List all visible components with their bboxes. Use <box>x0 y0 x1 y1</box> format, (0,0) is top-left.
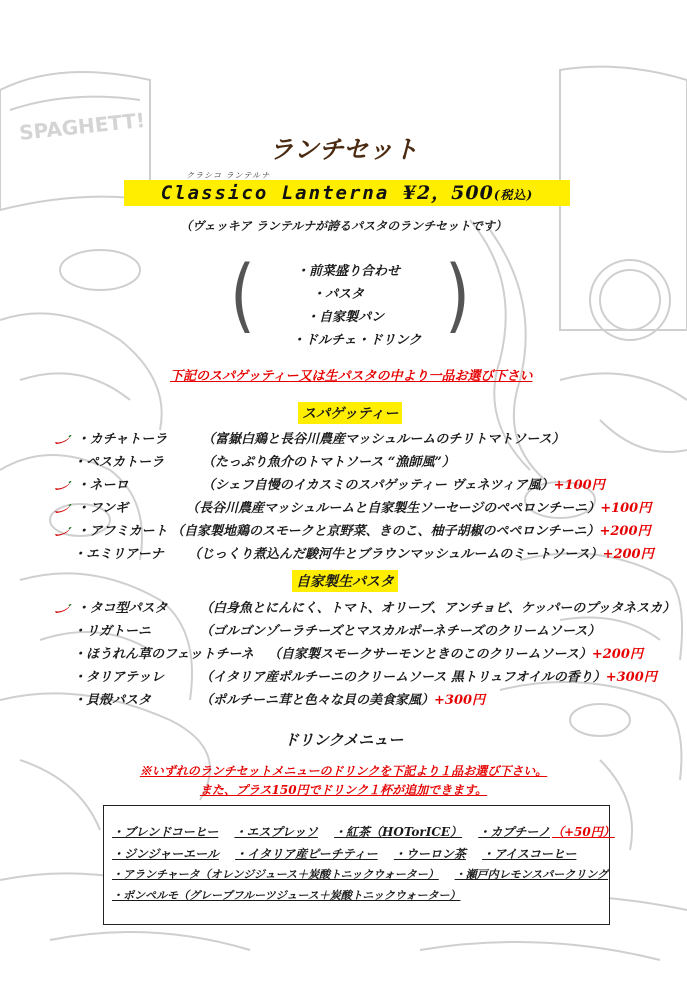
spaghetti-row <box>54 474 129 493</box>
subtitle: （ヴェッキア ランテルナが誇るパスタのランチセットです） <box>180 219 507 233</box>
drink-item: ・ジンジャーエール <box>112 847 219 861</box>
set-price: ¥2，500 <box>402 182 494 204</box>
background-spaghetti-lettering: SPAGHETT! <box>18 107 147 145</box>
highlight-ruby: クラシコ ランテルナ <box>186 171 271 180</box>
spaghetti-item-name: ・カチャトーラ <box>76 432 168 447</box>
fresh-pasta-item-desc: （ポルチーニ茸と色々な貝の美食家風） <box>200 693 435 708</box>
drink-item: ・カプチーノ <box>478 825 550 839</box>
spaghetti-row <box>54 497 128 516</box>
fresh-pasta-item-desc: （イタリア産ポルチーニのクリームソース 黒トリュフオイルの香り） <box>200 670 606 685</box>
fresh-pasta-row <box>54 597 168 616</box>
choose-note: 下記のスパゲッティー又は生パスタの中より一品お選び下さい <box>170 369 533 384</box>
spaghetti-item-name: ・フンギ <box>76 501 129 516</box>
drink-note-2: また、プラス150円でドリンク１杯が追加できます。 <box>199 783 488 797</box>
spaghetti-item-desc: （たっぷり魚介のトマトソース “漁師風”） <box>202 455 455 470</box>
drink-item: ・アイスコーヒー <box>482 847 577 861</box>
fresh-pasta-item-name: ・リガトーニ <box>73 624 151 639</box>
spaghetti-item-name: ・ネーロ <box>76 478 129 493</box>
spaghetti-heading: スパゲッティー <box>298 402 402 424</box>
spaghetti-item-name: ・エミリアーナ <box>73 547 164 562</box>
fresh-pasta-desc-line <box>268 643 643 662</box>
spaghetti-desc-line <box>188 543 654 562</box>
course-item-pasta: ・パスタ <box>312 287 365 302</box>
drink-row-4 <box>112 887 472 903</box>
spaghetti-item-name: ・ペスカトーラ <box>73 455 165 470</box>
spaghetti-item-desc: （富嶽白鶏と長谷川農産マッシュルームのチリトマトソース） <box>202 432 565 447</box>
page-title: ランチセット <box>268 135 419 164</box>
drink-item: ・紅茶（HOTorICE） <box>334 825 463 839</box>
fresh-pasta-item-desc: （ゴルゴンゾーラチーズとマスカルポーネチーズのクリームソース） <box>200 624 601 639</box>
fresh-pasta-item-price: +300円 <box>434 693 486 708</box>
spaghetti-item-price: +200円 <box>599 524 651 539</box>
chili-icon <box>54 481 72 491</box>
fresh-pasta-item-name: ・ほうれん草のフェットチーネ <box>73 647 254 662</box>
chili-icon <box>54 435 72 445</box>
spaghetti-item-name: ・アフミカート <box>76 524 168 539</box>
spaghetti-item-desc: （シェフ自慢のイカスミのスパゲッティー ヴェネツィア風） <box>202 478 554 493</box>
drink-item: ・エスプレッソ <box>234 825 318 839</box>
chili-icon <box>54 527 72 537</box>
drink-item-price: （+50円） <box>551 825 615 839</box>
set-name: Classico Lanterna <box>160 182 390 204</box>
course-item-appetizer: ・前菜盛り合わせ <box>296 264 401 279</box>
drink-row-2 <box>112 845 588 862</box>
spaghetti-item-desc: （長谷川農産マッシュルームと自家製生ソーセージのペペロンチーニ） <box>186 501 601 516</box>
fresh-pasta-item-name: ・貝殻パスタ <box>73 693 152 708</box>
set-name-line <box>124 180 570 206</box>
fresh-pasta-item-desc: （自家製スモークサーモンときのこのクリームソース） <box>268 647 592 662</box>
set-tax-note: (税込) <box>493 188 534 202</box>
fresh-pasta-item-name: ・タリアテッレ <box>73 670 165 685</box>
drink-row-1 <box>112 823 627 840</box>
spaghetti-item-desc: （自家製地鶏のスモークと京野菜、きのこ、柚子胡椒のペペロンチーニ） <box>171 524 600 539</box>
fresh-pasta-desc-line <box>200 666 657 685</box>
spaghetti-desc-line <box>202 474 605 493</box>
bracket-left: ( <box>230 249 255 343</box>
chili-icon <box>54 604 72 614</box>
chili-icon <box>54 504 72 514</box>
course-item-dolce-drink: ・ドルチェ・ドリンク <box>292 333 422 348</box>
course-item-bread: ・自家製パン <box>306 310 385 325</box>
fresh-pasta-item-name: ・タコ型パスタ <box>76 601 168 616</box>
spaghetti-item-price: +200円 <box>602 547 654 562</box>
spaghetti-desc-line <box>186 497 651 516</box>
fresh-pasta-item-price: +200円 <box>591 647 643 662</box>
fresh-pasta-item-price: +300円 <box>605 670 657 685</box>
spaghetti-item-desc: （じっくり煮込んだ駿河牛とブラウンマッシュルームのミートソース） <box>188 547 603 562</box>
spaghetti-item-price: +100円 <box>600 501 652 516</box>
fresh-pasta-desc-line <box>200 689 485 708</box>
drink-menu-heading: ドリンクメニュー <box>283 731 404 749</box>
fresh-pasta-heading: 自家製生パスタ <box>292 570 398 592</box>
drink-note-1: ※いずれのランチセットメニューのドリンクを下記より１品お選び下さい。 <box>139 764 548 778</box>
drink-item: ・ブレンドコーヒー <box>112 825 219 839</box>
spaghetti-item-price: +100円 <box>553 478 605 493</box>
bracket-right: ) <box>445 249 470 343</box>
drink-item: ・瀬戸内レモンスパークリング <box>454 868 609 881</box>
drink-item: ・イタリア産ピーチティー <box>235 847 378 861</box>
drink-item: ・ポンペルモ（グレープフルーツジュース＋炭酸トニックウォーター） <box>112 889 461 902</box>
spaghetti-row <box>54 428 167 447</box>
drink-item: ・ウーロン茶 <box>393 847 466 861</box>
spaghetti-row <box>54 520 168 539</box>
spaghetti-desc-line <box>171 520 651 539</box>
drink-item: ・アランチャータ（オレンジジュース＋炭酸トニックウォーター） <box>112 868 439 881</box>
drink-row-3 <box>112 866 620 882</box>
fresh-pasta-item-desc: （白身魚とにんにく、トマト、オリーブ、アンチョビ、ケッパーのプッタネスカ） <box>200 601 676 616</box>
